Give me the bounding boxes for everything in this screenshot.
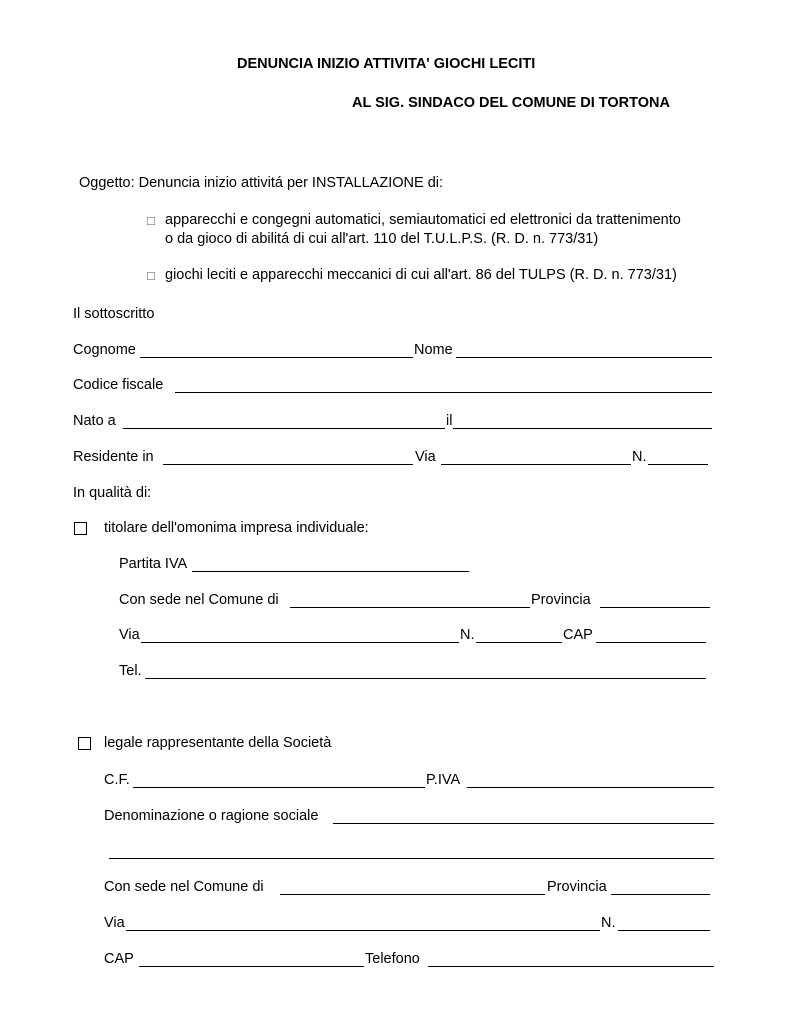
individual-province-label: Provincia bbox=[531, 592, 591, 608]
individual-seat-label: Con sede nel Comune di bbox=[119, 592, 279, 608]
company-zip-label: CAP bbox=[104, 951, 134, 967]
company-province-label: Provincia bbox=[547, 879, 607, 895]
individual-street-field[interactable] bbox=[141, 642, 459, 643]
individual-owner-label: titolare dell'omonima impresa individuale: bbox=[104, 520, 369, 536]
business-name-label: Denominazione o ragione sociale bbox=[104, 808, 319, 824]
option-bullet-icon[interactable]: □ bbox=[147, 268, 155, 283]
residence-label: Residente in bbox=[73, 449, 154, 465]
company-phone-field[interactable] bbox=[428, 966, 714, 967]
subject-option-2: giochi leciti e apparecchi meccanici di cui all'art. 86 del TULPS (R. D. n. 773/31) bbox=[165, 267, 677, 283]
residence-number-label: N. bbox=[632, 449, 647, 465]
company-tax-code-label: C.F. bbox=[104, 772, 130, 788]
company-vat-field[interactable] bbox=[467, 787, 714, 788]
company-seat-label: Con sede nel Comune di bbox=[104, 879, 264, 895]
company-seat-field[interactable] bbox=[280, 894, 545, 895]
individual-vat-label: Partita IVA bbox=[119, 556, 188, 572]
individual-owner-checkbox[interactable] bbox=[74, 522, 87, 535]
company-zip-field[interactable] bbox=[139, 966, 364, 967]
legal-representative-checkbox[interactable] bbox=[78, 737, 91, 750]
name-field[interactable] bbox=[456, 357, 712, 358]
individual-vat-field[interactable] bbox=[192, 571, 469, 572]
surname-field[interactable] bbox=[140, 357, 413, 358]
individual-street-label: Via bbox=[119, 627, 140, 643]
individual-zip-label: CAP bbox=[563, 627, 593, 643]
business-name-field-continued[interactable] bbox=[109, 858, 714, 859]
individual-zip-field[interactable] bbox=[596, 642, 706, 643]
residence-street-field[interactable] bbox=[441, 464, 631, 465]
born-in-label: Nato a bbox=[73, 413, 116, 429]
addressee: AL SIG. SINDACO DEL COMUNE DI TORTONA bbox=[352, 95, 670, 111]
residence-field[interactable] bbox=[163, 464, 413, 465]
birthplace-field[interactable] bbox=[123, 428, 445, 429]
company-number-label: N. bbox=[601, 915, 616, 931]
individual-number-label: N. bbox=[460, 627, 475, 643]
name-label: Nome bbox=[414, 342, 453, 358]
residence-number-field[interactable] bbox=[648, 464, 708, 465]
company-tax-code-field[interactable] bbox=[133, 787, 425, 788]
tax-code-field[interactable] bbox=[175, 392, 712, 393]
birth-date-field[interactable] bbox=[453, 428, 712, 429]
legal-representative-label: legale rappresentante della Società bbox=[104, 735, 332, 751]
document-title: DENUNCIA INIZIO ATTIVITA' GIOCHI LECITI bbox=[237, 56, 536, 72]
individual-phone-field[interactable] bbox=[145, 678, 706, 679]
capacity-label: In qualità di: bbox=[73, 485, 152, 501]
company-street-label: Via bbox=[104, 915, 125, 931]
company-province-field[interactable] bbox=[611, 894, 710, 895]
tax-code-label: Codice fiscale bbox=[73, 377, 164, 393]
company-vat-label: P.IVA bbox=[426, 772, 461, 788]
business-name-field[interactable] bbox=[333, 823, 714, 824]
declarant-intro: Il sottoscritto bbox=[73, 306, 155, 322]
birth-date-label: il bbox=[446, 413, 453, 429]
individual-province-field[interactable] bbox=[600, 607, 710, 608]
company-street-field[interactable] bbox=[126, 930, 600, 931]
residence-street-label: Via bbox=[415, 449, 436, 465]
surname-label: Cognome bbox=[73, 342, 136, 358]
option-bullet-icon[interactable]: □ bbox=[147, 213, 155, 228]
subject-option-1-line-2: o da gioco di abilitá di cui all'art. 110 del T.U.L.P.S. (R. D. n. 773/31) bbox=[165, 231, 599, 247]
subject-label: Oggetto: Denuncia inizio attivitá per INSTALLAZIONE di: bbox=[79, 175, 444, 191]
company-phone-label: Telefono bbox=[365, 951, 420, 967]
individual-number-field[interactable] bbox=[476, 642, 562, 643]
individual-seat-field[interactable] bbox=[290, 607, 530, 608]
company-number-field[interactable] bbox=[618, 930, 710, 931]
individual-phone-label: Tel. bbox=[119, 663, 142, 679]
subject-option-1-line-1: apparecchi e congegni automatici, semiautomatici ed elettronici da trattenimento bbox=[165, 212, 681, 228]
